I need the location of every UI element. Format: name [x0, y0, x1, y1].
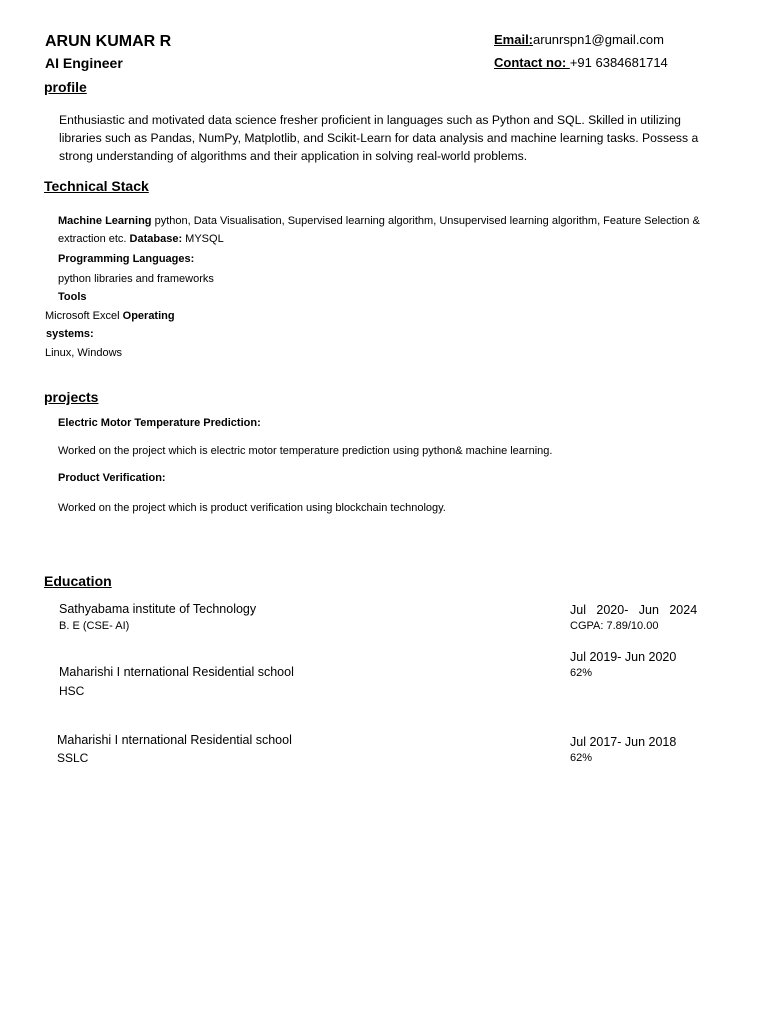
education-period: Jul 2020- Jun 2024	[570, 603, 698, 617]
education-period: Jul 2017- Jun 2018	[570, 735, 677, 749]
os-value: Linux, Windows	[45, 347, 123, 359]
tools-label: Tools	[58, 291, 87, 303]
profile-text: Enthusiastic and motivated data science fresher proficient in languages such as Python and SQL. Skilled in utilizing libraries such as Pandas, NumPy, Matplotlib, and Scikit-Learn for data analysis and machine learning tasks. Possess a strong understanding of algorithms and their application in solving real-world problems.	[59, 113, 699, 163]
tools-value: Microsoft Excel	[45, 310, 123, 322]
profile-heading: profile	[44, 79, 87, 95]
prog-label: Programming Languages:	[58, 253, 195, 265]
ml-value: python, Data Visualisation, Supervised learning algorithm, Unsupervised learning algorithm, Feature Selection & extraction etc.	[58, 215, 700, 245]
email-address: arunrspn1@gmail.com	[533, 32, 664, 47]
project-description: Worked on the project which is electric motor temperature prediction using python& machine learning.	[58, 445, 553, 457]
db-label: Database:	[129, 233, 183, 245]
project-title: Electric Motor Temperature Prediction:	[58, 417, 261, 429]
education-institution: Maharishi I nternational Residential school	[57, 733, 292, 747]
email-line	[494, 32, 664, 47]
education-degree: SSLC	[57, 751, 89, 765]
education-degree: HSC	[59, 684, 85, 698]
prog-value: python libraries and frameworks	[58, 273, 214, 285]
ml-and-db-line	[58, 212, 718, 248]
project-description: Worked on the project which is product verification using blockchain technology.	[58, 502, 446, 514]
os-label: Operating	[122, 310, 175, 322]
os-label-cont: systems:	[46, 328, 94, 340]
projects-heading: projects	[44, 389, 99, 405]
education-period: Jul 2019- Jun 2020	[570, 650, 677, 664]
contact-line	[494, 55, 668, 70]
education-heading: Education	[44, 573, 112, 589]
project-title: Product Verification:	[58, 472, 166, 484]
contact-number: +91 6384681714	[569, 55, 668, 70]
job-title: AI Engineer	[45, 55, 123, 71]
education-score: 62%	[570, 667, 593, 679]
tools-line	[45, 310, 175, 322]
education-institution: Sathyabama institute of Technology	[59, 602, 257, 616]
education-score: 62%	[570, 752, 593, 764]
education-score: CGPA: 7.89/10.00	[570, 620, 659, 632]
email-label: Email:	[494, 32, 534, 47]
education-degree: B. E (CSE- AI)	[59, 620, 130, 632]
db-value: MYSQL	[182, 233, 224, 245]
education-institution: Maharishi I nternational Residential school	[59, 665, 294, 679]
technical-stack-heading: Technical Stack	[44, 178, 149, 194]
ml-label: Machine Learning	[58, 215, 152, 227]
candidate-name: ARUN KUMAR R	[45, 33, 172, 50]
contact-label: Contact no:	[494, 55, 570, 70]
